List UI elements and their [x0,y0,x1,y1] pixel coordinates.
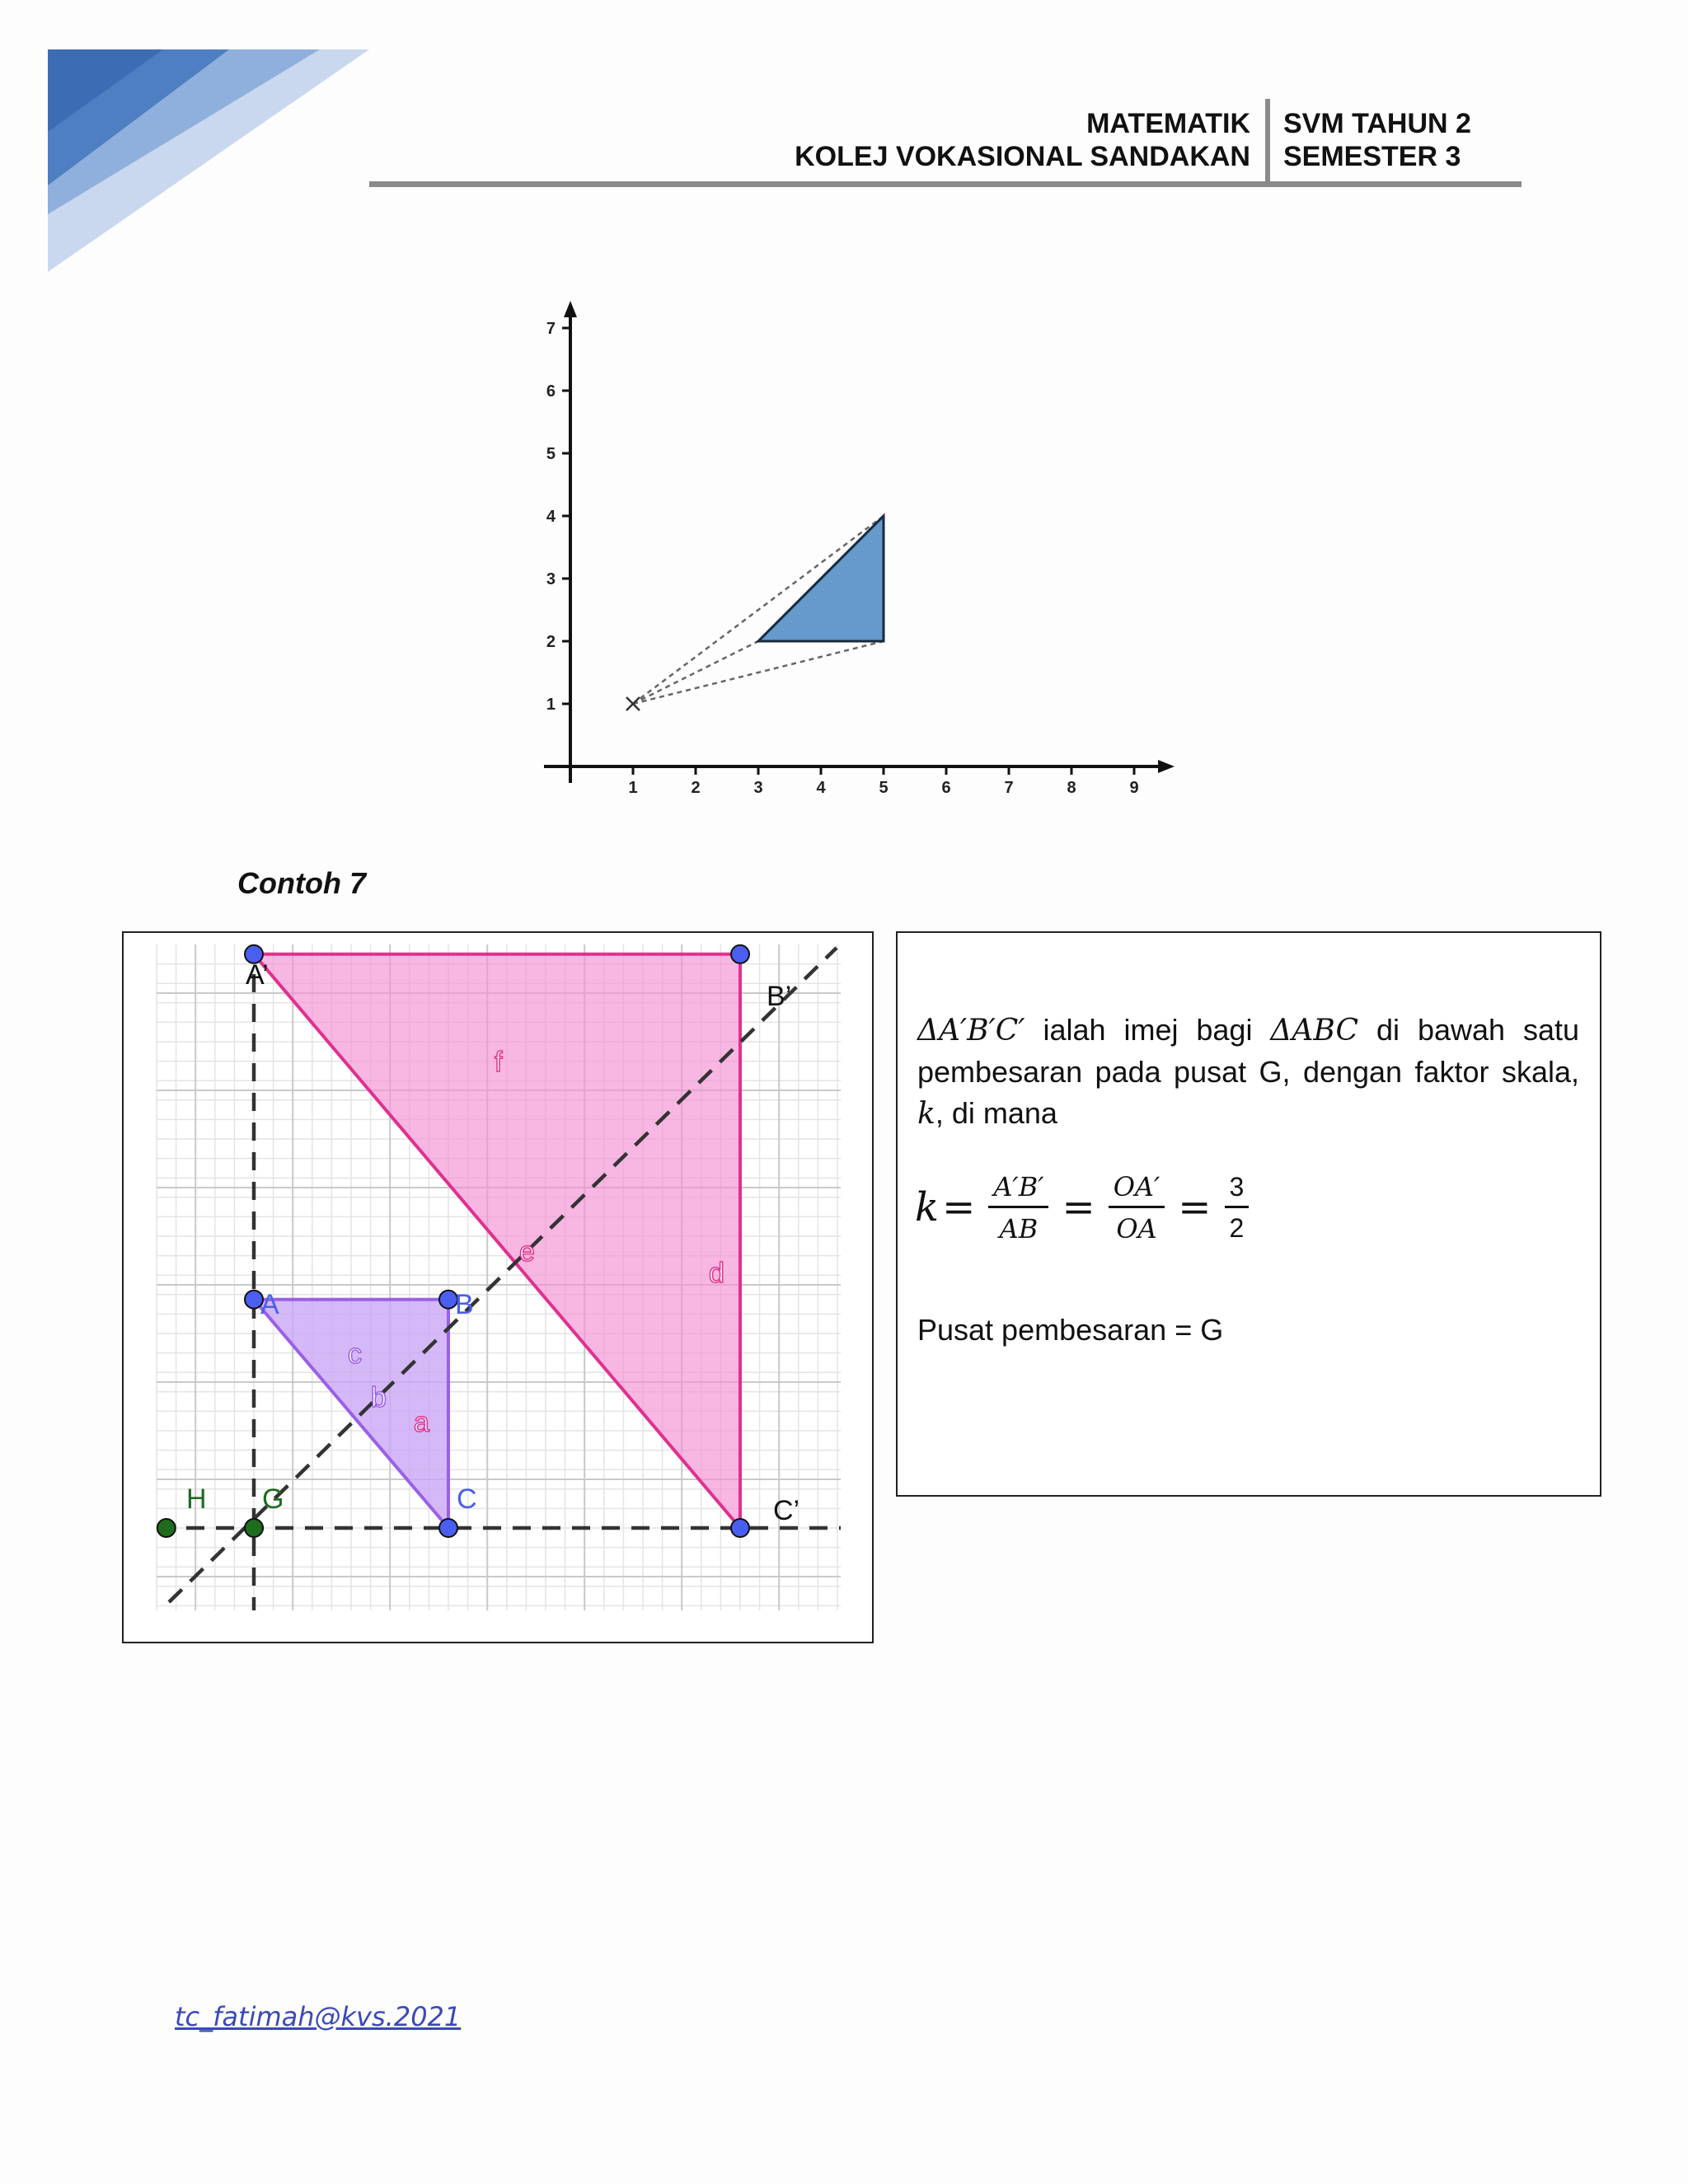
fraction-sides-numerator: A′B′ [988,1171,1048,1208]
side-label-c: c [348,1338,362,1370]
header-school: KOLEJ VOKASIONAL SANDAKAN [795,141,1250,172]
center-statement: Pusat pembesaran = G [917,1313,1224,1347]
fraction-value [1225,1172,1250,1244]
triangle-image [758,516,884,641]
explanation-text [917,1010,1579,1135]
x-tick-label: 4 [816,779,826,797]
label-b: B [455,1289,474,1320]
point-g [245,1519,263,1537]
figure-triangles [254,954,740,1528]
object-notation: ΔABC [1270,1014,1359,1047]
x-tick-label: 9 [1129,779,1139,797]
fraction-sides [988,1171,1048,1244]
x-axis-arrow [1158,760,1175,773]
x-tick-label: 2 [691,779,701,797]
label-g: G [262,1483,284,1515]
y-axis-arrow [564,301,577,317]
fraction-distances-numerator: OA′ [1109,1171,1165,1208]
side-label-f: f [495,1047,503,1078]
header-course: SVM TAHUN 2 [1283,108,1471,139]
header-subject: MATEMATIK [1086,108,1250,139]
image-notation: ΔA′B′C′ [917,1014,1025,1047]
projection-ray [633,641,758,704]
footer-email[interactable]: tc_fatimah@kvs.2021 [175,2001,462,2032]
formula-equals-1: = [942,1184,976,1230]
fraction-value-denominator: 2 [1229,1212,1245,1243]
y-tick-label: 4 [546,508,556,526]
label-b-prime: B’ [767,981,792,1012]
x-tick-label: 5 [879,779,889,797]
explanation-text-1: ialah imej bagi [1043,1013,1253,1047]
label-c-prime: C’ [773,1495,800,1526]
projection-ray [633,641,884,704]
header-semester: SEMESTER 3 [1283,141,1461,172]
formula-equals-2: = [1062,1184,1095,1230]
label-a-prime: A’ [246,959,269,991]
point-c-prime [731,1519,749,1537]
label-c: C [457,1483,477,1515]
corner-decoration [48,49,369,272]
explanation-text-2: di bawah satu pembesaran pada pusat G, dengan faktor skala, [917,1013,1579,1089]
header-right [1283,107,1613,173]
header-divider [1265,99,1270,185]
graph-shape [626,516,884,710]
formula-lhs: k [915,1184,940,1230]
side-label-d: d [709,1258,724,1289]
header-left [371,107,1250,173]
label-a: A [260,1289,279,1320]
x-tick-label: 7 [1004,779,1014,797]
y-tick-label: 1 [546,696,556,714]
y-tick-label: 2 [546,633,556,651]
enlargement-graph [528,297,1187,808]
k-symbol: k [917,1097,935,1131]
y-tick-label: 7 [546,320,556,338]
point-c [439,1519,457,1537]
x-tick-label: 6 [941,779,951,797]
example-caption: Contoh 7 [237,866,366,900]
center-cross-marker [626,697,640,710]
fraction-value-numerator: 3 [1225,1172,1250,1208]
side-label-b: b [371,1382,387,1413]
enlargement-figure [124,933,872,1642]
fraction-distances-denominator: OA [1116,1212,1157,1244]
side-label-e: e [519,1236,535,1268]
y-tick-label: 6 [546,382,556,401]
scale-factor-formula [915,1154,1259,1261]
y-tick-label: 3 [546,570,556,588]
x-tick-label: 8 [1067,779,1076,797]
side-label-a: a [414,1407,429,1438]
x-tick-label: 3 [753,779,763,797]
fraction-sides-denominator: AB [999,1212,1039,1244]
fraction-distances [1109,1171,1165,1244]
explanation-text-3: , di mana [935,1096,1057,1130]
point-b-prime [731,945,749,963]
point-h [157,1519,176,1537]
formula-equals-3: = [1178,1184,1212,1230]
label-h: H [186,1483,207,1515]
image-triangle [254,954,740,1528]
y-tick-label: 5 [546,445,556,463]
x-tick-label: 1 [628,779,638,797]
header-rule [369,181,1522,187]
